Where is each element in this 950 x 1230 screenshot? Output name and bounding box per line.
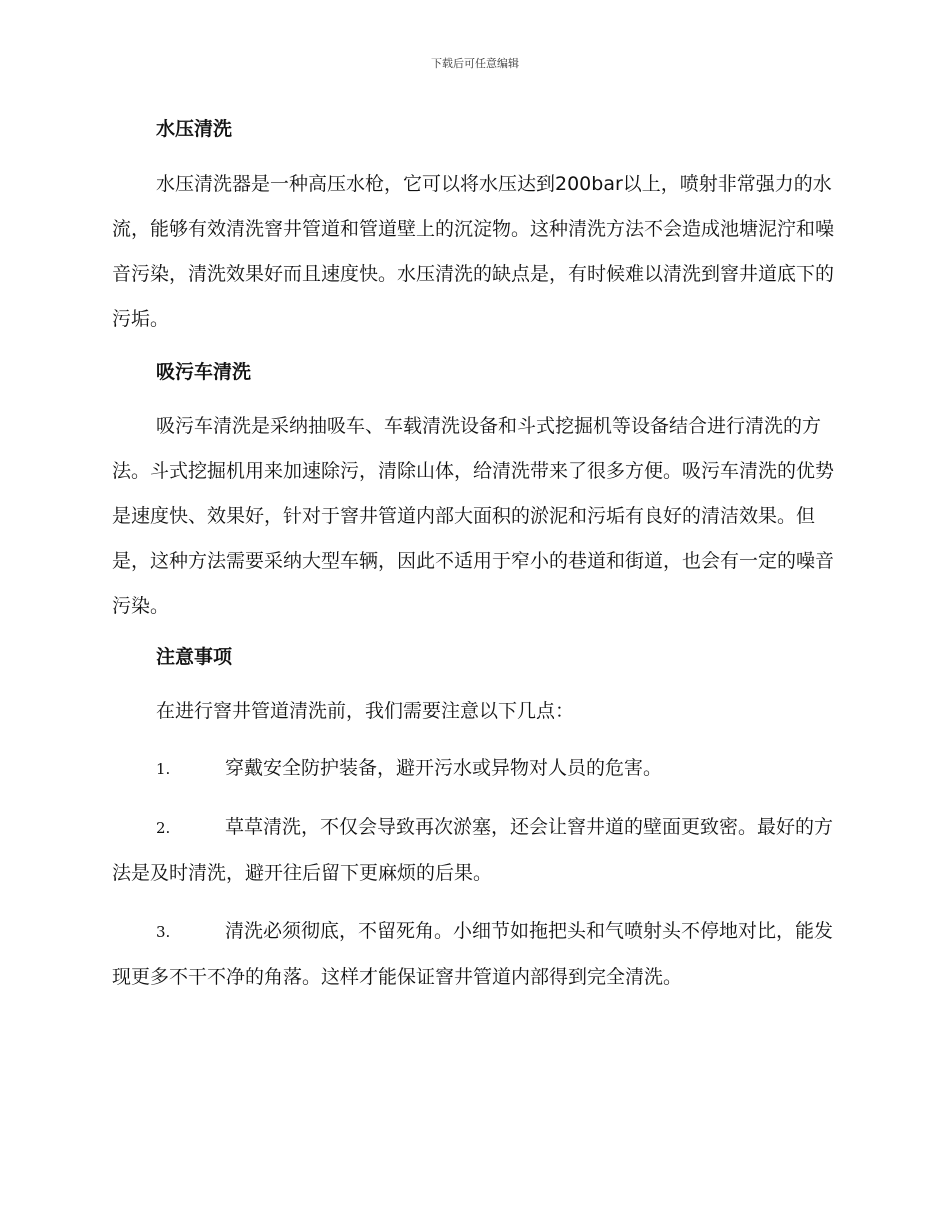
list-item-number: 2. (156, 819, 171, 837)
section-title-suction-truck: 吸污车清洗 (156, 361, 252, 383)
section-title-water-pressure: 水压清洗 (156, 118, 233, 140)
list-item-text: 穿戴安全防护装备，避开污水或异物对人员的危害。 (225, 757, 663, 779)
page-header-note: 下载后可任意编辑 (431, 57, 519, 70)
list-item-text: 清洗必须彻底，不留死角。小细节如拖把头和气喷射头不停地对比，能发现更多不干不净的角落。这样才能保证窨井管道内部得到完全清洗。 (112, 920, 834, 988)
list-item (112, 909, 834, 1000)
list-item (112, 746, 834, 792)
document-body (112, 112, 834, 1013)
section-title-precautions: 注意事项 (156, 646, 233, 668)
list-item-number: 1. (156, 760, 171, 778)
list-item (112, 805, 834, 896)
paragraph-water-pressure: 水压清洗器是一种高压水枪，它可以将水压达到200bar以上，喷射非常强力的水流，能够有效清洗窨井管道和管道壁上的沉淀物。这种清洗方法不会造成池塘泥泞和噪音污染，清洗效果好而且速度快。水压清洗的缺点是，有时候难以清洗到窨井道底下的污垢。 (112, 173, 835, 330)
list-item-text: 草草清洗，不仅会导致再次淤塞，还会让窨井道的壁面更致密。最好的方法是及时清洗，避开往后留下更麻烦的后果。 (112, 816, 834, 884)
paragraph-precautions-intro: 在进行窨井管道清洗前，我们需要注意以下几点： (156, 700, 575, 722)
paragraph-suction-truck: 吸污车清洗是采纳抽吸车、车载清洗设备和斗式挖掘机等设备结合进行清洗的方法。斗式挖掘机用来加速除污，清除山体，给清洗带来了很多方便。吸污车清洗的优势是速度快、效果好，针对于窨井管道内部大面积的淤泥和污垢有良好的清洁效果。但是，这种方法需要采纳大型车辆，因此不适用于窄小的巷道和街道，也会有一定的噪音污染。 (112, 415, 835, 617)
list-item-number: 3. (156, 923, 171, 941)
